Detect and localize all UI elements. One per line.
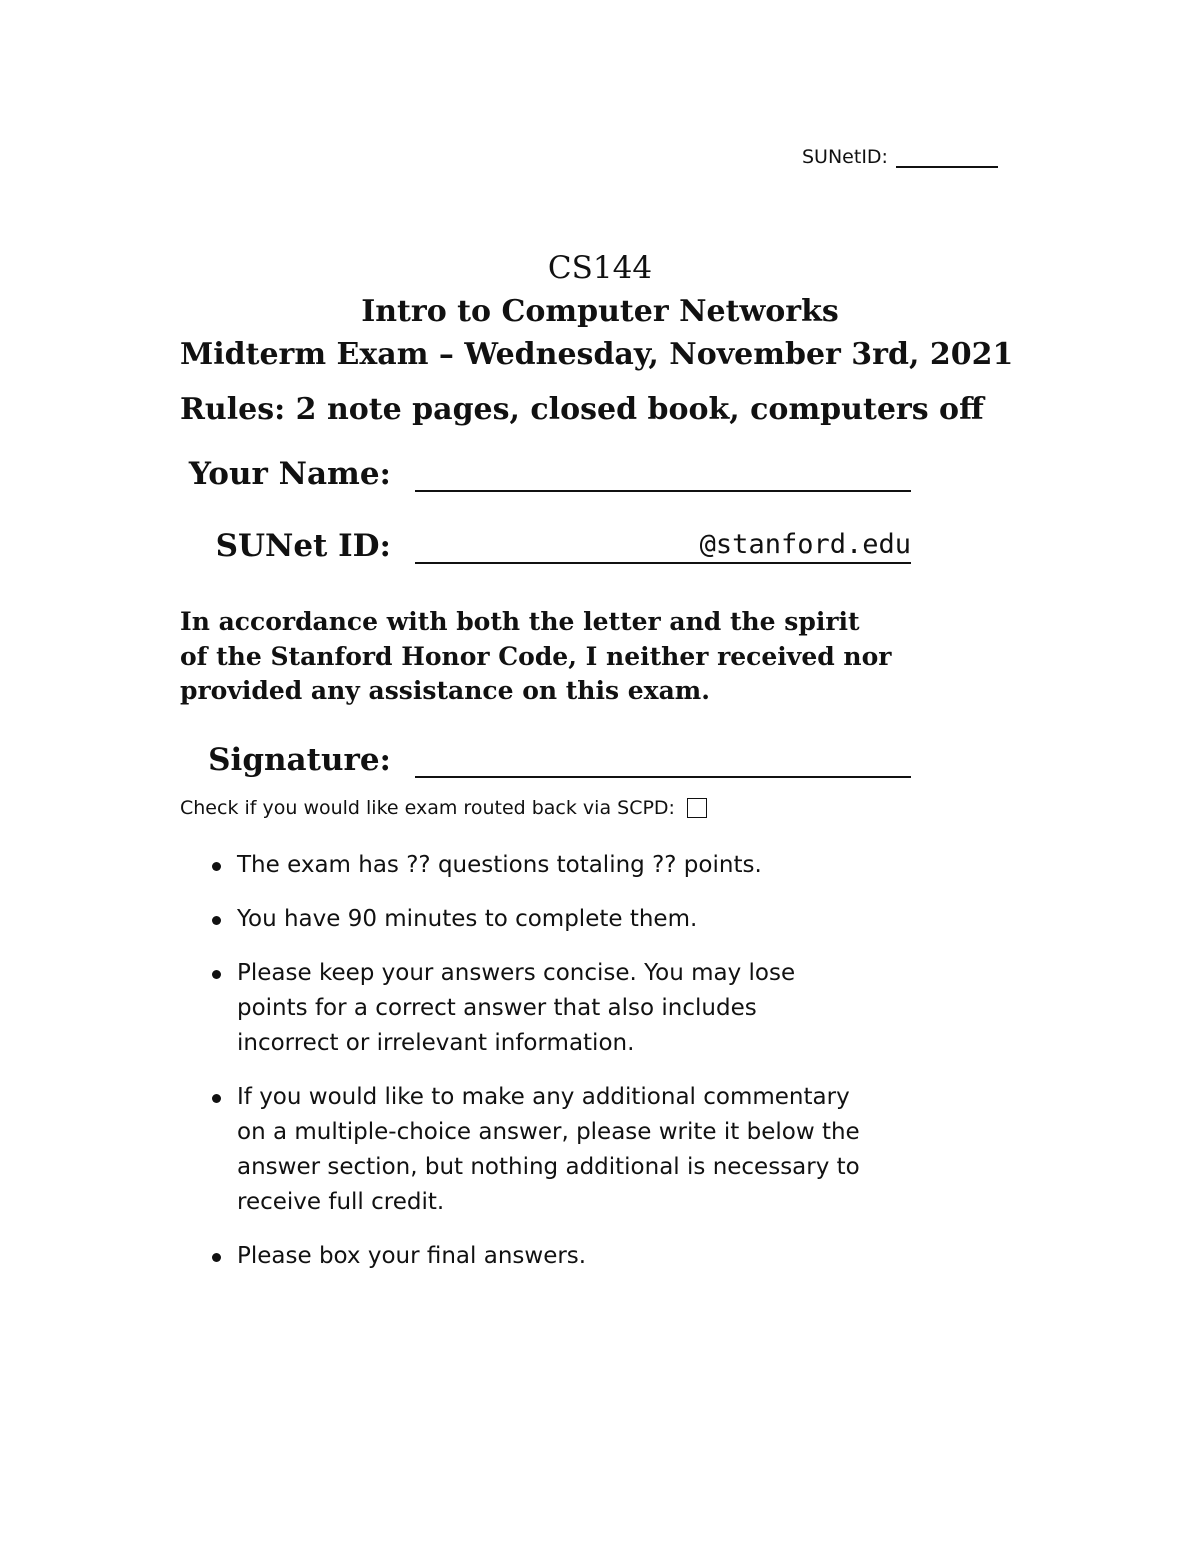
course-code: CS144 xyxy=(547,250,653,286)
sunet-label: SUNet ID: xyxy=(215,528,391,564)
honor-code-line: In accordance with both the letter and the spirit xyxy=(180,607,860,636)
list-item-text: Please keep your answers concise. You may lose xyxy=(237,960,796,986)
list-item-text: receive full credit. xyxy=(237,1189,445,1215)
list-item xyxy=(212,902,932,937)
bullet-icon xyxy=(212,1253,221,1262)
list-item xyxy=(212,956,932,1061)
list-item-text: You have 90 minutes to complete them. xyxy=(237,906,698,932)
list-item-text: answer section, but nothing additional is necessary to xyxy=(237,1154,860,1180)
signature-label: Signature: xyxy=(208,742,391,778)
scpd-label: Check if you would like exam routed back via SCPD: xyxy=(180,797,675,819)
list-item-text: The exam has ?? questions totaling ?? points. xyxy=(237,852,762,878)
bullet-icon xyxy=(212,970,221,979)
header-sunetid-label: SUNetID: xyxy=(802,146,888,168)
bullet-icon xyxy=(212,862,221,871)
honor-code-line: of the Stanford Honor Code, I neither received nor xyxy=(180,641,892,671)
honor-code-line: provided any assistance on this exam. xyxy=(180,676,710,705)
exam-title: Midterm Exam – Wednesday, November 3rd, 2021 xyxy=(180,337,1014,372)
list-item xyxy=(212,1239,932,1274)
sunet-field-row xyxy=(181,528,911,564)
list-item-text: on a multiple-choice answer, please write it below the xyxy=(237,1119,860,1145)
sunet-domain-suffix: @stanford.edu xyxy=(699,529,911,560)
name-label: Your Name: xyxy=(188,456,391,492)
exam-rules: Rules: 2 note pages, closed book, computers off xyxy=(180,392,984,427)
course-title: Intro to Computer Networks xyxy=(361,294,839,329)
signature-field-row xyxy=(181,742,911,778)
signature-field[interactable] xyxy=(415,746,911,778)
name-field-row xyxy=(181,456,911,492)
list-item xyxy=(212,848,932,883)
list-item-text: incorrect or irrelevant information. xyxy=(237,1030,635,1056)
list-item-text: If you would like to make any additional commentary xyxy=(237,1084,850,1110)
bullet-icon xyxy=(212,1094,221,1103)
scpd-checkbox[interactable] xyxy=(687,798,707,818)
list-item xyxy=(212,1080,932,1220)
list-item-text: Please box your final answers. xyxy=(237,1243,587,1269)
list-item-text: points for a correct answer that also includes xyxy=(237,995,757,1021)
honor-code-statement xyxy=(180,605,940,709)
instructions-list xyxy=(212,848,932,1293)
sunet-field[interactable] xyxy=(415,529,911,564)
header-sunetid xyxy=(802,146,998,168)
name-field[interactable] xyxy=(415,460,911,492)
header-sunetid-blank[interactable] xyxy=(896,148,998,168)
scpd-option xyxy=(180,797,707,819)
bullet-icon xyxy=(212,916,221,925)
